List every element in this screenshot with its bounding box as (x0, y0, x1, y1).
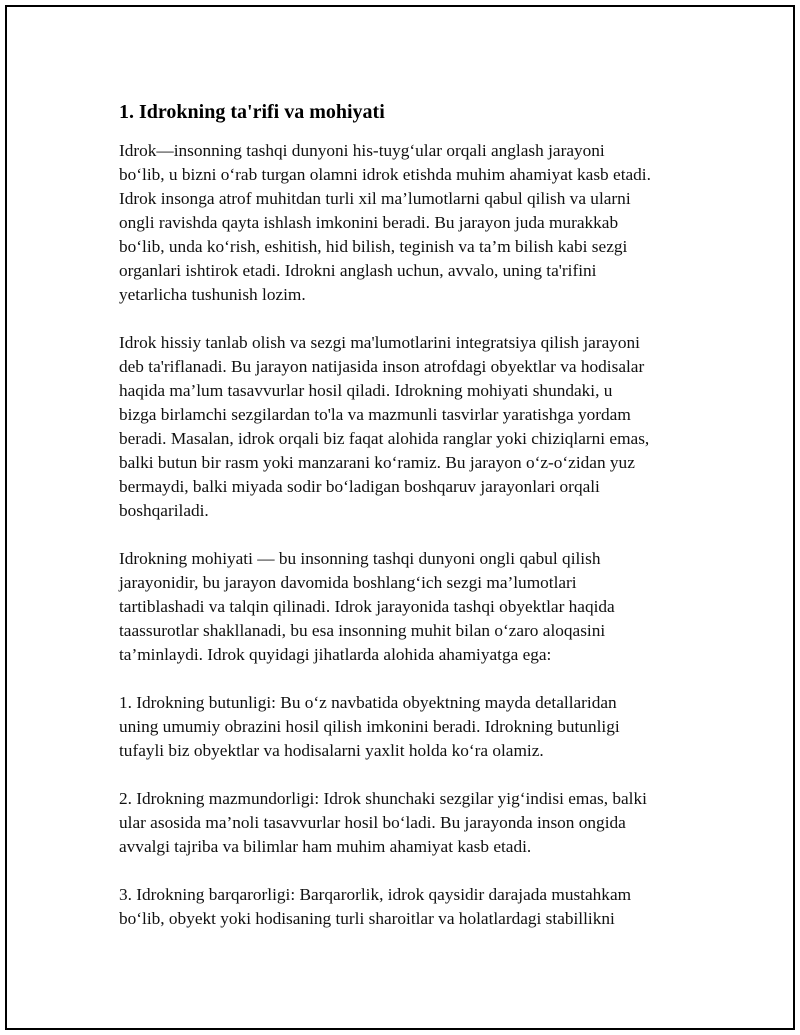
text-line: Idrokning mohiyati — bu insonning tashqi dunyoni ongli qabul qilish (119, 549, 601, 568)
paragraph (119, 787, 709, 859)
paragraph (119, 547, 709, 667)
text-line: 3. Idrokning barqarorligi: Barqarorlik, idrok qaysidir darajada mustahkam (119, 885, 632, 904)
text-line: organlari ishtirok etadi. Idrokni anglash uchun, avvalo, uning ta'rifini (119, 261, 597, 280)
paragraph-spacer (119, 667, 709, 691)
text-line: Idrok insonga atrof muhitdan turli xil ma’lumotlarni qabul qilish va ularni (119, 189, 631, 208)
paragraph (119, 331, 709, 523)
text-line: haqida ma’lum tasavvurlar hosil qiladi. Idrokning mohiyati shundaki, u (119, 381, 613, 400)
paragraph-spacer (119, 763, 709, 787)
document-body (119, 99, 709, 931)
text-line: 1. Idrokning butunligi: Bu o‘z navbatida obyektning mayda detallaridan (119, 693, 617, 712)
text-line: boshqariladi. (119, 501, 209, 520)
paragraph-spacer (119, 307, 709, 331)
text-line: uning umumiy obrazini hosil qilish imkonini beradi. Idrokning butunligi (119, 717, 620, 736)
text-line: jarayonidir, bu jarayon davomida boshlang‘ich sezgi ma’lumotlari (119, 573, 577, 592)
section-heading: 1. Idrokning ta'rifi va mohiyati (119, 101, 385, 123)
paragraph (119, 883, 709, 931)
text-line: ular asosida ma’noli tasavvurlar hosil bo‘ladi. Bu jarayonda inson ongida (119, 813, 626, 832)
paragraph-spacer (119, 859, 709, 883)
text-line: yetarlicha tushunish lozim. (119, 285, 306, 304)
text-line: tartiblashadi va talqin qilinadi. Idrok jarayonida tashqi obyektlar haqida (119, 597, 615, 616)
text-line: beradi. Masalan, idrok orqali biz faqat alohida ranglar yoki chiziqlarni emas, (119, 429, 650, 448)
text-line: bo‘lib, obyekt yoki hodisaning turli sharoitlar va holatlardagi stabillikni (119, 909, 615, 928)
text-line: bizga birlamchi sezgilardan to'la va mazmunli tasvirlar yaratishga yordam (119, 405, 631, 424)
text-line: Idrok—insonning tashqi dunyoni his-tuyg‘ular orqali anglash jarayoni (119, 141, 605, 160)
paragraph (119, 139, 709, 307)
text-line: deb ta'riflanadi. Bu jarayon natijasida inson atrofdagi obyektlar va hodisalar (119, 357, 645, 376)
text-line: tufayli biz obyektlar va hodisalarni yaxlit holda ko‘ra olamiz. (119, 741, 544, 760)
text-line: bo‘lib, u bizni o‘rab turgan olamni idrok etishda muhim ahamiyat kasb etadi. (119, 165, 651, 184)
text-line: ongli ravishda qayta ishlash imkonini beradi. Bu jarayon juda murakkab (119, 213, 619, 232)
text-line: bermaydi, balki miyada sodir bo‘ladigan boshqaruv jarayonlari orqali (119, 477, 600, 496)
text-line: bo‘lib, unda ko‘rish, eshitish, hid bilish, teginish va ta’m bilish kabi sezgi (119, 237, 628, 256)
paragraph-list (119, 139, 709, 931)
text-line: taassurotlar shakllanadi, bu esa insonning muhit bilan o‘zaro aloqasini (119, 621, 606, 640)
text-line: balki butun bir rasm yoki manzarani ko‘ramiz. Bu jarayon o‘z-o‘zidan yuz (119, 453, 635, 472)
paragraph-spacer (119, 523, 709, 547)
text-line: avvalgi tajriba va bilimlar ham muhim ahamiyat kasb etadi. (119, 837, 532, 856)
text-line: ta’minlaydi. Idrok quyidagi jihatlarda alohida ahamiyatga ega: (119, 645, 552, 664)
paragraph (119, 691, 709, 763)
text-line: Idrok hissiy tanlab olish va sezgi ma'lumotlarini integratsiya qilish jarayoni (119, 333, 640, 352)
text-line: 2. Idrokning mazmundorligi: Idrok shunchaki sezgilar yig‘indisi emas, balki (119, 789, 647, 808)
document-page (5, 5, 795, 1030)
